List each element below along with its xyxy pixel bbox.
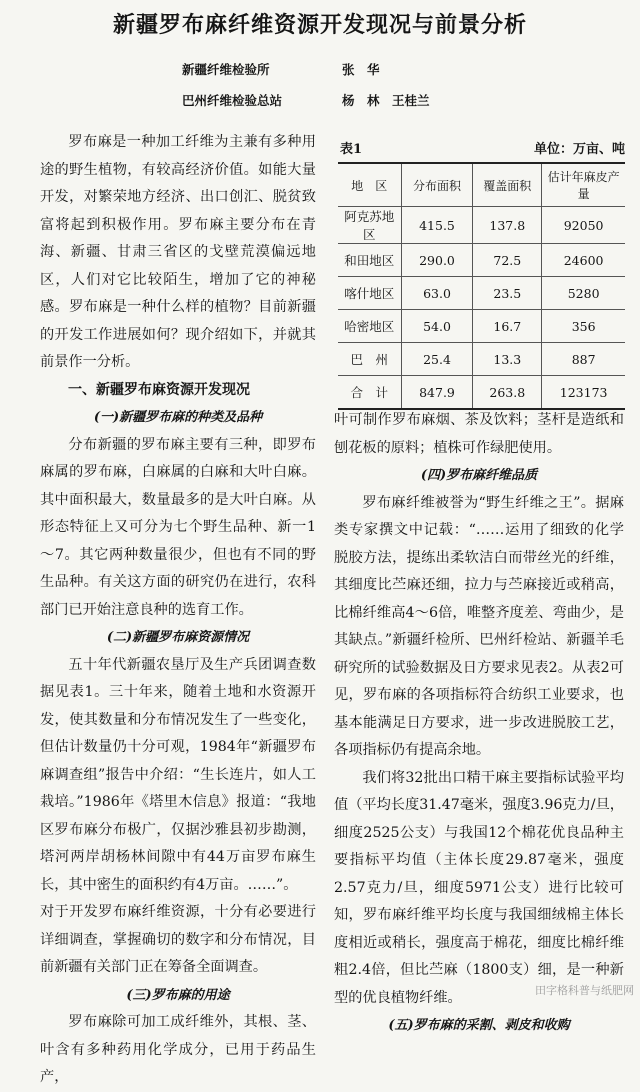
table-cell: 290.0: [401, 244, 473, 277]
table-cell: 24600: [542, 244, 625, 277]
uses-paragraph: 罗布麻除可加工成纤维外，其根、茎、叶含有多种药用化学成分，已用于药品生产，: [40, 1014, 316, 1085]
table-row: [338, 207, 625, 244]
table-cell: 和田地区: [338, 244, 401, 277]
table-cell: 415.5: [401, 207, 473, 244]
table-cell: 16.7: [473, 310, 542, 343]
watermark: 田字格科普与纸肥网: [535, 984, 634, 997]
column-header: 估计年麻皮产量: [542, 163, 625, 207]
table-cell: 263.8: [473, 376, 542, 410]
table-cell: 137.8: [473, 207, 542, 244]
table-cell: 13.3: [473, 343, 542, 376]
section-heading-1: 一、新疆罗布麻资源开发现况: [68, 381, 250, 398]
table-cell: 25.4: [401, 343, 473, 376]
table-cell: 847.9: [401, 376, 473, 410]
author-names-2: 杨 林 王桂兰: [342, 93, 430, 108]
intro-paragraph: 罗布麻是一种加工纤维为主兼有多种用途的野生植物，有较高经济价值。如能大量开发，对繁荣地方经济、出口创汇、脱贫致富将起到积极作用。罗布麻主要分布在青海、新疆、甘肃三省区的戈壁荒漠偏远地区，人们对它比较陌生，增加了它的神秘感。罗布麻是一种什么样的植物？目前新疆的开发工作进展如何？现介绍如下，并就其前景作一分析。: [40, 134, 316, 370]
table-cell: 23.5: [473, 277, 542, 310]
table-cell: 123173: [542, 376, 625, 410]
author-names-1: 张 华: [342, 62, 380, 77]
table-cell: 356: [542, 310, 625, 343]
column-header: 地 区: [338, 163, 401, 207]
table-cell: 887: [542, 343, 625, 376]
table-row: [338, 277, 625, 310]
quality-paragraph: 罗布麻纤维被誉为“野生纤维之王”。据麻类专家撰文中记载：“……运用了细致的化学脱胶方法，提练出柔软洁白而带丝光的纤维，其细度比苎麻还细，拉力与苎麻接近或稍高，比棉纤维高4～6倍，唯整齐度差、弯曲少，是其缺点。”新疆纤检所、巴州纤检站、新疆羊毛研究所的试验数据及日方要求见表2。从表2可见，罗布麻的各项指标符合纺织工业要求，也基本能满足日方要求，进一步改进脱胶工艺，各项指标仍有提高余地。: [334, 494, 624, 758]
article-title: 新疆罗布麻纤维资源开发现况与前景分析: [112, 12, 527, 38]
table-row: [338, 310, 625, 343]
column-header: 分布面积: [401, 163, 473, 207]
column-header: 覆盖面积: [473, 163, 542, 207]
table-row: [338, 343, 625, 376]
subsection-heading-quality: (四)罗布麻纤维品质: [420, 468, 538, 483]
comparison-paragraph: 我们将32批出口精干麻主要指标试验平均值（平均长度31.47毫米，强度3.96克力/旦，细度2525公支）与我国12个棉花优良品种主要指标平均值（主体长度29.87毫米，强度2.57克力/旦，细度5971公支）进行比较可知，罗布麻纤维平均长度与我国细绒棉主体长度相近或稍长，强度高于棉花，细度比棉纤维粗2.4倍，但比苎麻（1800支）细，是一种新型的优良植物纤维。: [334, 769, 624, 1006]
subsection-heading-harvest: (五)罗布麻的采割、剥皮和收购: [388, 1018, 570, 1033]
resources-paragraph: 五十年代新疆农垦厅及生产兵团调查数据见表1。三十年来，随着土地和水资源开发，使其数量和分布情况发生了一些变化，但估计数量仍十分可观，1984年“新疆罗布麻调查组”报告中介绍：“生长连片，如人工栽培。”1986年《塔里木信息》报道：“我地区罗布麻分布极广，仅据沙雅县初步勘测，塔河两岸胡杨林间隙中有44万亩罗布麻生长，其中密生的面积约有4万亩。……”。: [40, 656, 316, 893]
table-cell: 喀什地区: [338, 277, 401, 310]
table-cell: 哈密地区: [338, 310, 401, 343]
table-cell: 92050: [542, 207, 625, 244]
table-unit: 单位：万亩、吨: [533, 142, 625, 157]
table-total-row: [338, 376, 625, 410]
table-cell: 63.0: [401, 277, 473, 310]
subsection-heading-uses: (三)罗布麻的用途: [126, 987, 230, 1003]
left-column: [40, 129, 316, 1085]
resource-table: [338, 162, 625, 410]
uses-continued-paragraph: 叶可制作罗布麻烟、茶及饮料；茎杆是造纸和刨花板的原料；植株可作绿肥使用。: [334, 412, 624, 456]
table-cell: 巴 州: [338, 343, 401, 376]
author-affiliation-2: 巴州纤维检验总站: [182, 93, 283, 108]
right-column: [334, 407, 624, 1033]
species-paragraph: 分布新疆的罗布麻主要有三种，即罗布麻属的罗布麻，白麻属的白麻和大叶白麻。其中面积最大，数量最多的是大叶白麻。从形态特征上又可分为七个野生品种、新一1～7。其它两种数量很少，但也有不同的野生品种。有关这方面的研究仍在进行，农科部门已开始注意良种的选育工作。: [40, 436, 316, 618]
table-header: [340, 138, 625, 157]
author-affiliation-1: 新疆纤维检验所: [182, 62, 270, 77]
table-cell: 5280: [542, 277, 625, 310]
table-header-row: [338, 163, 625, 207]
table-cell: 阿克苏地区: [338, 207, 401, 244]
subsection-heading-resources: (二)新疆罗布麻资源情况: [106, 630, 250, 645]
table-cell: 54.0: [401, 310, 473, 343]
subsection-heading-species: (一)新疆罗布麻的种类及品种: [93, 410, 263, 425]
survey-paragraph: 对于开发罗布麻纤维资源，十分有必要进行详细调查，掌握确切的数字和分布情况，目前新疆有关部门正在筹备全面调查。: [40, 904, 316, 975]
table-cell: 合 计: [338, 376, 401, 410]
table-caption: 表1: [340, 142, 363, 157]
table-row: [338, 244, 625, 277]
table-cell: 72.5: [473, 244, 542, 277]
